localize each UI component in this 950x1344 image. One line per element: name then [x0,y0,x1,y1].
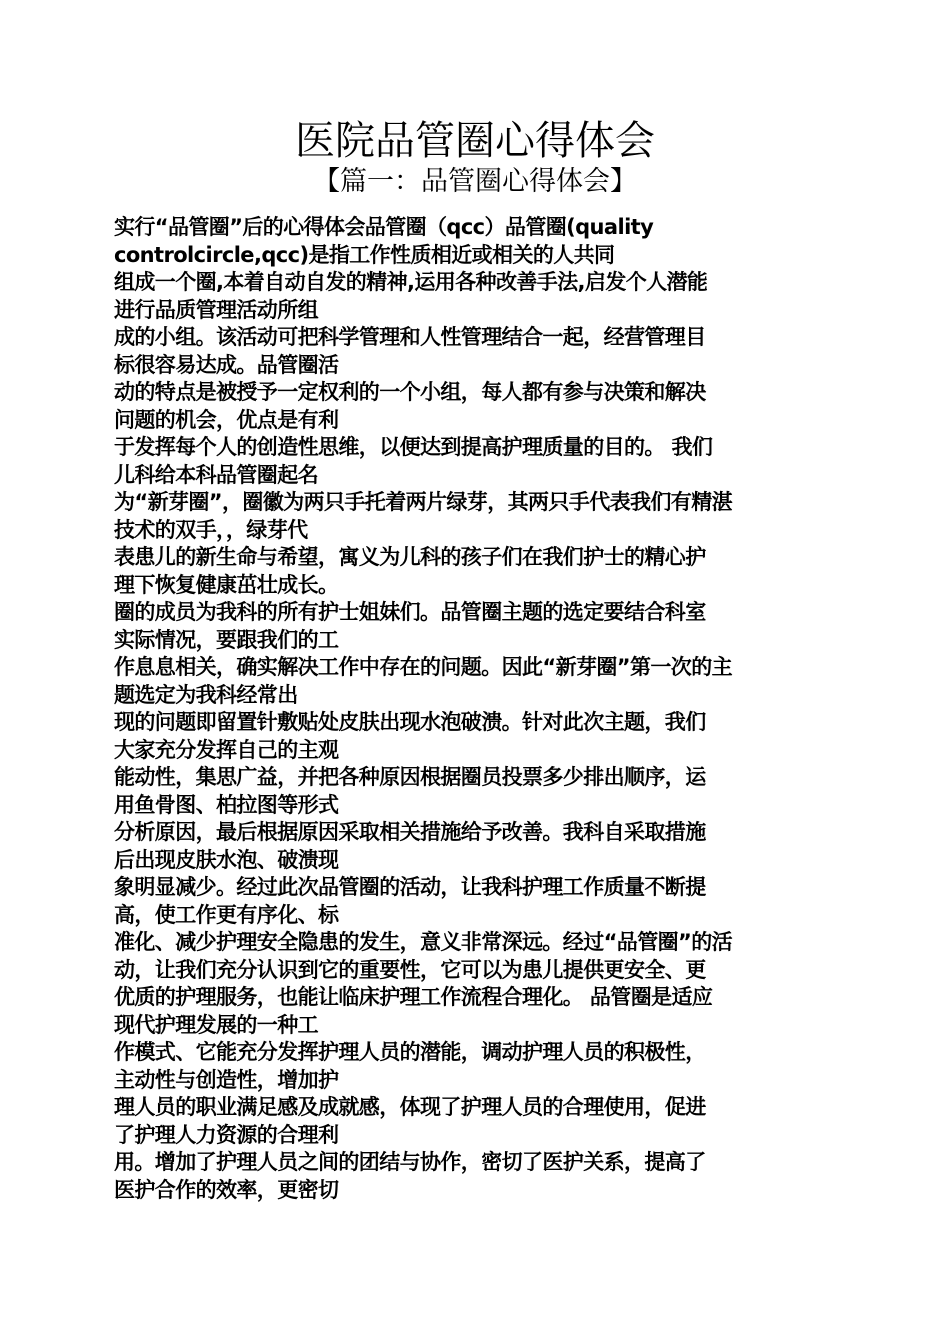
body-line: 用鱼骨图、柏拉图等形式 [114,792,339,817]
body-line: 组成一个圈,本着自动自发的精神,运用各种改善手法,启发个人潜能 [114,270,708,294]
body-line: 标很容易达成。品管圈活 [114,352,339,377]
body-line: 现的问题即留置针敷贴处皮肤出现水泡破溃。针对此次主题，我们 [114,710,706,734]
body-line: 为“新芽圈”，圈徽为两只手托着两片绿芽，其两只手代表我们有精湛 [114,490,733,514]
body-line: 作息息相关，确实解决工作中存在的问题。因此“新芽圈”第一次的主 [114,655,733,679]
body-line: 表患儿的新生命与希望，寓义为儿科的孩子们在我们护士的精心护 [114,545,706,569]
body-line: 问题的机会，优点是有利 [114,407,339,432]
body-line: 后出现皮肤水泡、破溃现 [114,847,339,872]
body-line: 优质的护理服务，也能让临床护理工作流程合理化。 品管圈是适应 [114,985,713,1009]
body-line: 动，让我们充分认识到它的重要性，它可以为患儿提供更安全、更 [114,957,706,982]
body-line: 主动性与创造性，增加护 [114,1067,339,1092]
body-line: 分析原因，最后根据原因采取相关措施给予改善。我科自采取措施 [114,820,706,844]
body-line: 大家充分发挥自己的主观 [114,737,339,762]
body-line: 理下恢复健康茁壮成长。 [114,572,339,597]
body-line: 高，使工作更有序化、标 [114,902,339,927]
body-line: 儿科给本科品管圈起名 [114,462,318,487]
body-line: 现代护理发展的一种工 [114,1012,318,1037]
body-line: 了护理人力资源的合理利 [114,1122,339,1147]
body-line: 动的特点是被授予一定权利的一个小组，每人都有参与决策和解决 [114,380,706,404]
body-line: 作模式、它能充分发挥护理人员的潜能，调动护理人员的积极性， [114,1040,706,1064]
body-line: 准化、减少护理安全隐患的发生，意义非常深远。经过“品管圈”的活 [114,930,733,954]
body-line: 于发挥每个人的创造性思维，以便达到提高护理质量的目的。 我们 [114,435,713,459]
document-subtitle: 【篇一：品管圈心得体会】 [313,166,637,197]
body-line: controlcircle,qcc)是指工作性质相近或相关的人共同 [114,242,615,267]
body-line: 实际情况，要跟我们的工 [114,627,339,652]
body-line: 象明显减少。经过此次品管圈的活动，让我科护理工作质量不断提 [114,875,706,899]
document-body [114,214,836,1204]
body-line: 理人员的职业满足感及成就感，体现了护理人员的合理使用，促进 [114,1095,706,1119]
body-line: 用。增加了护理人员之间的团结与协作，密切了医护关系，提高了 [114,1150,706,1174]
body-line: 圈的成员为我科的所有护士姐妹们。品管圈主题的选定要结合科室 [114,600,706,624]
body-line: 题选定为我科经常出 [114,682,298,707]
document-title: 医院品管圈心得体会 [295,118,655,164]
body-line: 医护合作的效率，更密切 [114,1177,339,1202]
body-line: 成的小组。该活动可把科学管理和人性管理结合一起，经营管理目 [114,325,706,349]
body-line: 实行“品管圈”后的心得体会品管圈（qcc）品管圈(quality [114,215,654,239]
body-line: 技术的双手，，绿芽代 [114,517,308,542]
body-line: 能动性，集思广益，并把各种原因根据圈员投票多少排出顺序，运 [114,765,706,789]
body-line: 进行品质管理活动所组 [114,297,318,322]
